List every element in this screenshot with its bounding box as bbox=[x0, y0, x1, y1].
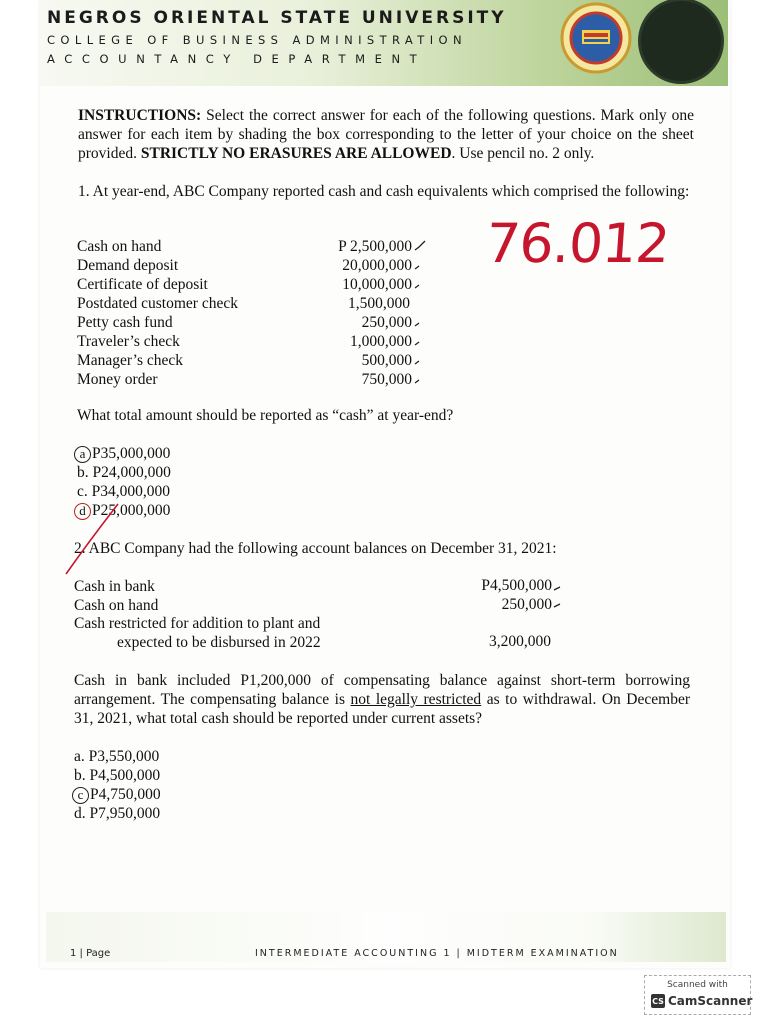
college-name: COLLEGE OF BUSINESS ADMINISTRATION bbox=[47, 33, 467, 47]
q1-item-label: Money order bbox=[77, 371, 158, 388]
q2-item-label: Cash restricted for addition to plant and bbox=[74, 615, 321, 632]
camscanner-watermark bbox=[644, 975, 751, 1015]
choice-text: P25,000,000 bbox=[92, 502, 171, 519]
camscanner-brand-row bbox=[651, 994, 752, 1008]
q2-stem: 2. ABC Company had the following account balances on December 31, 2021: bbox=[74, 540, 557, 557]
q1-choice-c[interactable] bbox=[77, 483, 170, 501]
choice-text: P24,000,000 bbox=[92, 464, 171, 481]
choice-letter: b. bbox=[77, 464, 89, 481]
q1-question: What total amount should be reported as “cash” at year-end? bbox=[77, 407, 454, 424]
choice-text: P4,500,000 bbox=[89, 767, 161, 784]
q2-item-label: Cash on hand bbox=[74, 597, 159, 614]
instructions-label: INSTRUCTIONS: bbox=[78, 107, 202, 124]
q2-choice-b[interactable] bbox=[74, 767, 160, 785]
selected-mark-icon: c bbox=[72, 787, 89, 804]
q1-item-amount: 500,000 bbox=[361, 352, 412, 369]
q1-item-label: Traveler’s check bbox=[77, 333, 180, 350]
check-marks-icon bbox=[413, 239, 427, 389]
instructions-text: Select the correct answer for each of the following questions. Mark only one answer for each item by shading the box corresponding to the letter of your choice on the sheet provided. bbox=[78, 107, 694, 162]
q2-item-amount: 250,000 bbox=[501, 596, 552, 613]
q1-item-amount: 20,000,000 bbox=[342, 257, 412, 274]
q2-paragraph bbox=[74, 671, 690, 728]
logo-dark-circle bbox=[638, 0, 724, 84]
university-name: NEGROS ORIENTAL STATE UNIVERSITY bbox=[47, 8, 507, 28]
q2-choice-a[interactable] bbox=[74, 748, 159, 766]
university-seal-icon bbox=[560, 2, 632, 74]
camscanner-logo-icon: CS bbox=[651, 994, 665, 1008]
q1-stem: 1. At year-end, ABC Company reported cash and cash equivalents which comprised the following: bbox=[78, 183, 690, 200]
camscanner-brand: CamScanner bbox=[668, 994, 753, 1008]
selected-mark-icon: d bbox=[74, 503, 91, 520]
q1-item-label: Demand deposit bbox=[77, 257, 179, 274]
q2-paragraph-start: Cash in bank included P1,200,000 of compensating balance against short-term borrowing arrangement. The compensating balance is bbox=[74, 672, 690, 708]
q1-item-amount: P 2,500,000 bbox=[338, 238, 412, 255]
course-footer: INTERMEDIATE ACCOUNTING 1 | MIDTERM EXAMINATION bbox=[255, 948, 619, 959]
selected-mark-icon: a bbox=[74, 446, 91, 463]
q1-choice-a[interactable] bbox=[74, 445, 170, 463]
q2-item-label: Cash in bank bbox=[74, 578, 155, 595]
handwritten-score: 76.012 bbox=[483, 212, 672, 275]
choice-letter: b. bbox=[74, 767, 86, 784]
page-number: 1 | Page bbox=[70, 948, 111, 959]
check-marks-icon bbox=[553, 580, 563, 610]
choice-text: P3,550,000 bbox=[88, 748, 160, 765]
choice-text: P7,950,000 bbox=[89, 805, 161, 822]
q2-underlined-phrase: not legally restricted bbox=[350, 691, 482, 708]
q1-item-label: Manager’s check bbox=[77, 352, 184, 369]
instructions-tail: . Use pencil no. 2 only. bbox=[451, 145, 595, 162]
q2-choice-d[interactable] bbox=[74, 805, 160, 823]
camscanner-caption: Scanned with bbox=[667, 980, 728, 990]
choice-letter: d. bbox=[74, 805, 86, 822]
q1-item-label: Cash on hand bbox=[77, 238, 162, 255]
department-name: ACCOUNTANCY DEPARTMENT bbox=[47, 52, 427, 66]
choice-text: P35,000,000 bbox=[92, 445, 171, 462]
choice-text: P34,000,000 bbox=[91, 483, 171, 500]
q1-item-amount: 1,500,000 bbox=[348, 295, 410, 312]
q1-item-label: Petty cash fund bbox=[77, 314, 173, 331]
q1-choice-b[interactable] bbox=[77, 464, 171, 482]
instructions bbox=[78, 106, 694, 163]
q1-item-amount: 750,000 bbox=[361, 371, 412, 388]
q2-item-amount: P4,500,000 bbox=[481, 577, 552, 594]
q2-item-label: expected to be disbursed in 2022 bbox=[117, 634, 321, 651]
choice-text: P4,750,000 bbox=[90, 786, 161, 803]
choice-letter: c. bbox=[77, 483, 88, 500]
q2-item-amount: 3,200,000 bbox=[489, 633, 551, 650]
q1-item-label: Certificate of deposit bbox=[77, 276, 208, 293]
instructions-warning: STRICTLY NO ERASURES ARE ALLOWED bbox=[140, 145, 452, 162]
q2-paragraph-end: as to withdrawal. On December 31, 2021, what total cash should be reported under current assets? bbox=[74, 691, 690, 727]
q1-item-label: Postdated customer check bbox=[77, 295, 238, 312]
q1-item-amount: 250,000 bbox=[361, 314, 412, 331]
choice-letter: a. bbox=[74, 748, 85, 765]
q2-choice-c[interactable] bbox=[72, 786, 161, 804]
q1-item-amount: 1,000,000 bbox=[350, 333, 412, 350]
q1-item-amount: 10,000,000 bbox=[342, 276, 412, 293]
